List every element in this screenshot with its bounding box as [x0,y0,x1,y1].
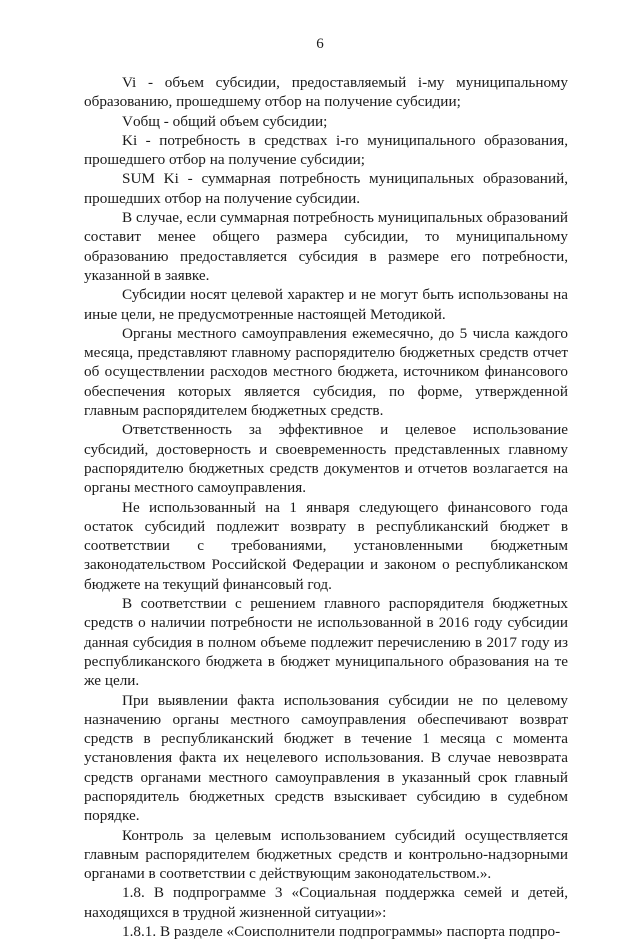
paragraph: 1.8.1. В разделе «Соисполнители подпрограммы» паспорта подпро- [122,923,561,941]
document-body [84,73,568,941]
paragraph: В соответствии с решением главного распорядителя бюджетных средств о наличии потребности не использованной в 2016 году субсидии данная субсидия в полном объеме подлежит перечислению в 2017 году из республиканского бюджета в бюджет муниципального образования на те же цели. [84,595,568,690]
paragraph: Ответственность за эффективное и целевое использование субсидий, достоверность и своевременность представленных главному распорядителю бюджетных средств документов и отчетов возлагается на органы местного самоуправления. [84,421,568,497]
paragraph: Контроль за целевым использованием субсидий осуществляется главным распорядителем бюджетных средств и контрольно-надзорными органами в соответствии с действующим законодательством.». [84,826,568,883]
paragraph: Не использованный на 1 января следующего финансового года остаток субсидий подлежит возврату в республиканский бюджет в соответствии с требованиями, установленными бюджетным законодательством Российской Федерации и законом о республиканском бюджете на текущий финансовый год. [84,498,568,593]
paragraph: Vобщ - общий объем субсидии; [122,112,328,130]
paragraph: SUM Ki - суммарная потребность муниципальных образований, прошедших отбор на получение субсидии. [84,170,568,207]
paragraph: Органы местного самоуправления ежемесячно, до 5 числа каждого месяца, представляют главному распорядителю бюджетных средств отчет об осуществлении расходов местного бюджета, источником финансового обеспечения которых является субсидия, по форме, утвержденной главным распорядителем бюджетных средств. [84,324,568,420]
paragraph: 1.8. В подпрограмме 3 «Социальная поддержка семей и детей, находящихся в трудной жизненной ситуации»: [84,884,568,921]
paragraph: При выявлении факта использования субсидии не по целевому назначению органы местного самоуправления обеспечивают возврат средств в республиканский бюджет в течение 1 месяца с момента установления факта их нецелевого использования. В случае невозврата средств органами местного самоуправления в указанный срок главный распорядитель бюджетных средств взыскивает субсидию в судебном порядке. [84,691,568,825]
paragraph: Субсидии носят целевой характер и не могут быть использованы на иные цели, не предусмотренные настоящей Методикой. [84,286,568,323]
paragraph: Vi - объем субсидии, предоставляемый i-му муниципальному образованию, прошедшему отбор на получение субсидии; [84,74,568,111]
page-number: 6 [316,36,324,52]
paragraph: В случае, если суммарная потребность муниципальных образований составит менее общего размера субсидии, то муниципальному образованию предоставляется субсидия в размере его потребности, указанной в заявке. [84,209,568,284]
paragraph: Ki - потребность в средствах i-го муниципального образования, прошедшего отбор на получение субсидии; [84,131,568,169]
